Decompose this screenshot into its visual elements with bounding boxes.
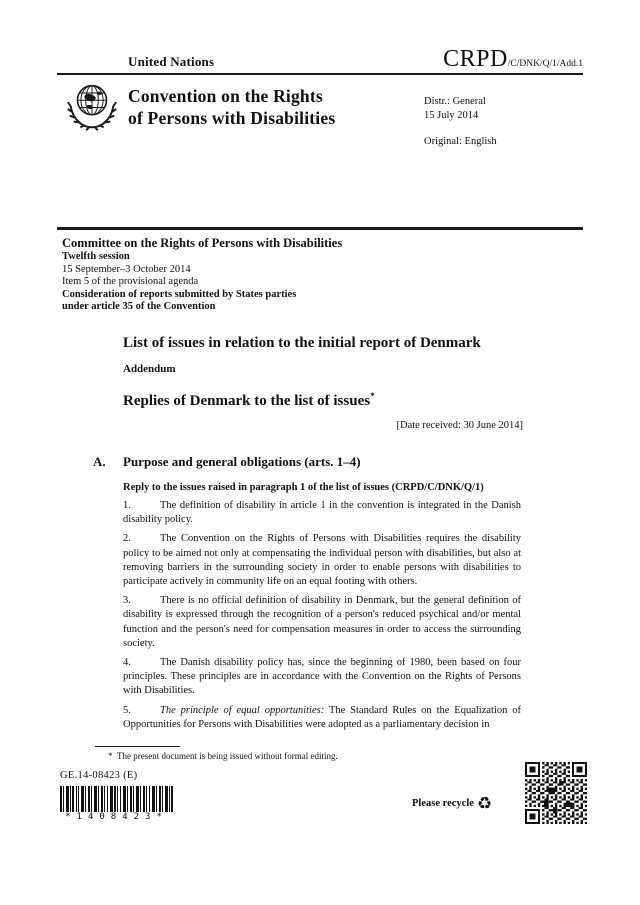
date-received: [Date received: 30 June 2014] [396, 420, 523, 431]
ge-number: GE.14-08423 (E) [60, 770, 138, 781]
footnote-rule [95, 746, 180, 747]
consideration-line2: under article 35 of the Convention [62, 301, 216, 312]
paragraph-text: The Convention on the Rights of Persons with Disabilities requires the disability policy to be aimed not only at compensating the individual person with disabilities, but also at removing barriers in the surrounding society in order to enable persons with disabilities to participate actively in community life on an equal footing with others. [123, 533, 521, 588]
barcode-digits: *1408423* [65, 812, 168, 822]
un-label: United Nations [128, 54, 215, 69]
distribution-block [424, 95, 497, 149]
session-dates: 15 September–3 October 2014 [62, 263, 191, 275]
body-text [123, 499, 521, 737]
paragraph-4 [123, 656, 521, 699]
footnote [108, 751, 338, 761]
header-rule [57, 73, 583, 75]
paragraph-2 [123, 532, 521, 589]
section-letter: A. [93, 454, 106, 469]
paragraph-text: There is no official definition of disability in Denmark, but the general definition of disability is expressed through the recognition of a person's reduced psychical and/or mental function and the person's need for compensation measures in order to access the surrounding society. [123, 595, 521, 649]
section-heading: Purpose and general obligations (arts. 1–4) [123, 454, 361, 469]
addendum-label: Addendum [123, 363, 176, 375]
replies-title [123, 391, 375, 410]
distr-line: Distr.: General [424, 96, 486, 107]
document-symbol-suffix: /C/DNK/Q/1/Add.1 [507, 59, 583, 69]
session-block [62, 235, 342, 314]
paragraph-number: 1. [123, 500, 131, 511]
agenda-item: Item 5 of the provisional agenda [62, 276, 199, 287]
document-title: List of issues in relation to the initial report of Denmark [123, 335, 481, 351]
document-symbol-main: CRPD [443, 46, 508, 72]
paragraph-text: The definition of disability in article 1 in the convention is integrated in the Danish disability policy. [123, 500, 521, 526]
organization-title [128, 85, 335, 129]
organization-title-line1: Convention on the Rights [128, 86, 323, 106]
paragraph-3 [123, 594, 521, 651]
original-language: Original: English [424, 136, 497, 147]
section-divider-rule [57, 227, 583, 230]
paragraph-number: 4. [123, 657, 131, 669]
paragraph-italic-lead: The principle of equal opportunities: [160, 704, 325, 716]
paragraph-number: 2. [123, 533, 131, 545]
paragraph-5 [123, 704, 521, 732]
footnote-reference-marker: * [370, 391, 375, 401]
recycle-note [412, 794, 492, 814]
session-name: Twelfth session [62, 251, 130, 262]
un-emblem-icon [61, 77, 123, 142]
paragraph-number: 3. [123, 595, 131, 607]
committee-name: Committee on the Rights of Persons with Disabilities [62, 236, 343, 250]
document-symbol [443, 46, 583, 73]
replies-title-text: Replies of Denmark to the list of issues [123, 393, 371, 409]
footnote-text: The present document is being issued without formal editing. [117, 751, 338, 761]
paragraph-1 [123, 499, 521, 527]
consideration-line1: Consideration of reports submitted by States parties [62, 288, 297, 300]
distr-date: 15 July 2014 [424, 110, 479, 121]
reply-heading: Reply to the issues raised in paragraph 1 of the list of issues (CRPD/C/DNK/Q/1) [123, 482, 484, 493]
footnote-marker: * [108, 751, 113, 761]
paragraph-text: The Standard Rules on the Equalization of Opportunities for Persons with Disabilities were adopted as a parliamentary decision in [123, 704, 521, 730]
paragraph-number: 5. [123, 704, 131, 716]
qr-code [525, 762, 587, 829]
recycle-icon: ♻ [476, 794, 493, 814]
recycle-label: Please recycle [412, 798, 474, 809]
paragraph-text: The Danish disability policy has, since the beginning of 1980, been based on four principles. These principles are in accordance with the Convention on the Rights of Persons with Disabilities. [123, 657, 521, 697]
organization-title-line2: of Persons with Disabilities [128, 108, 336, 128]
